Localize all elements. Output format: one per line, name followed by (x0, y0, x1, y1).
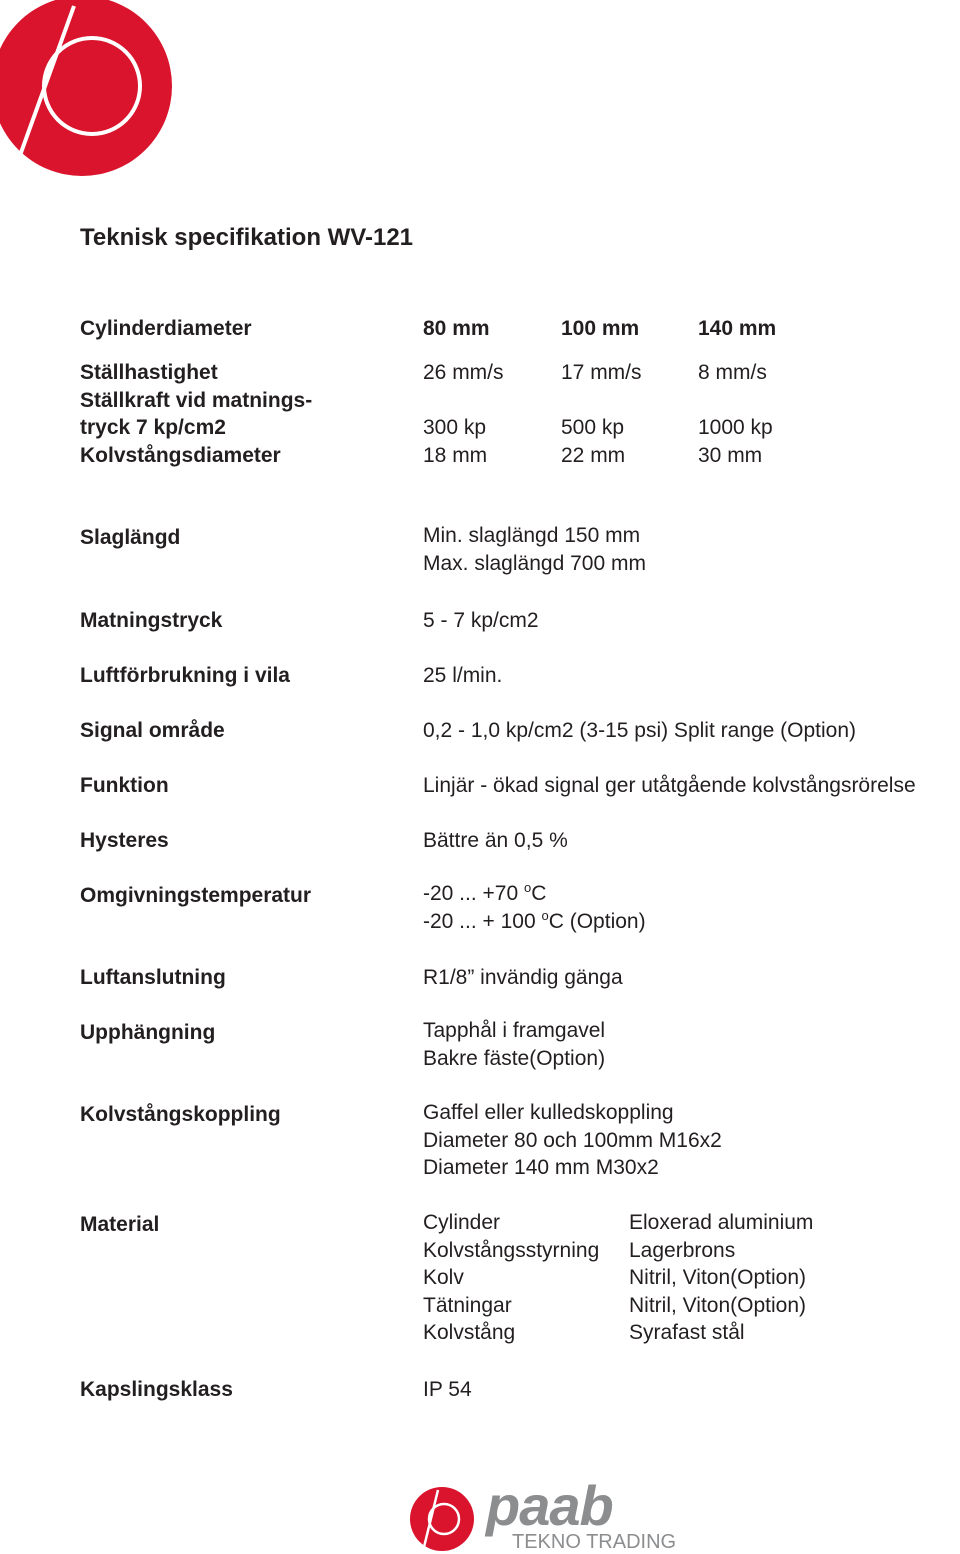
cylinderdiameter-label: Cylinderdiameter (80, 317, 252, 340)
funktion-value: Linjär - ökad signal ger utåtgående kolvstångsrörelse (423, 774, 916, 797)
coupling-line: Diameter 80 och 100mm M16x2 (423, 1128, 722, 1152)
hysteres-value: Bättre än 0,5 % (423, 829, 568, 852)
max-stroke: Max. slaglängd 700 mm (423, 551, 646, 575)
upphangning-label: Upphängning (80, 1021, 216, 1044)
material-values (629, 1209, 813, 1347)
page-title: Teknisk specifikation WV-121 (80, 224, 414, 251)
material-value: Nitril, Viton(Option) (629, 1293, 807, 1317)
temperatur-label: Omgivningstemperatur (80, 884, 312, 907)
material-value: Lagerbrons (629, 1238, 736, 1262)
table-cell: 500 kp (561, 416, 625, 439)
slaglangd-value (423, 522, 646, 577)
table-cell: 18 mm (423, 444, 488, 467)
table-cell: 300 kp (423, 416, 487, 439)
material-part: Kolv (423, 1266, 464, 1289)
matningstryck-label: Matningstryck (80, 609, 223, 632)
column-header: 80 mm (423, 317, 490, 340)
brand-name: paab (486, 1479, 613, 1537)
temperatur-value (423, 880, 646, 935)
material-value: Eloxerad aluminium (629, 1211, 814, 1234)
mounting-line: Tapphål i framgavel (423, 1019, 606, 1042)
kapslingsklass-label: Kapslingsklass (80, 1378, 233, 1401)
coupling-line: Gaffel eller kulledskoppling (423, 1101, 674, 1124)
coupling-line: Diameter 140 mm M30x2 (423, 1156, 659, 1179)
min-stroke: Min. slaglängd 150 mm (423, 524, 641, 547)
signal-label: Signal område (80, 719, 225, 742)
luftanslutning-label: Luftanslutning (80, 966, 226, 989)
material-part: Kolvstångsstyrning (423, 1238, 600, 1262)
temperature-range-option: -20 ... + 100 $^o$C (Option) (423, 907, 646, 933)
table-cell: 30 mm (698, 444, 763, 467)
row-label: Kolvstångsdiameter (80, 444, 281, 467)
matningstryck-value: 5 - 7 kp/cm2 (423, 609, 539, 632)
material-part: Kolvstång (423, 1321, 516, 1344)
table-cell: 22 mm (561, 444, 626, 467)
table-cell: 8 mm/s (698, 361, 767, 384)
table-cell: 1000 kp (698, 416, 773, 439)
mounting-line: Bakre fäste(Option) (423, 1046, 606, 1070)
kolvstangskoppling-value (423, 1099, 722, 1182)
hysteres-label: Hysteres (80, 829, 169, 852)
temperature-range: -20 ... +70 $^o$C (423, 880, 547, 905)
material-parts (423, 1209, 599, 1347)
row-label: Ställkraft vid matnings- (80, 389, 313, 412)
material-value: Nitril, Viton(Option) (629, 1266, 807, 1289)
luftanslutning-value: R1/8” invändig gänga (423, 966, 623, 989)
kapslingsklass-value: IP 54 (423, 1378, 472, 1401)
row-label: tryck 7 kp/cm2 (80, 416, 226, 439)
luftforbrukning-value: 25 l/min. (423, 664, 503, 687)
column-header: 100 mm (561, 317, 640, 340)
table-cell: 26 mm/s (423, 361, 504, 384)
kolvstangskoppling-label: Kolvstångskoppling (80, 1103, 281, 1126)
funktion-label: Funktion (80, 774, 169, 797)
p-mark-icon (410, 1487, 474, 1551)
brand-tagline: TEKNO TRADING (512, 1531, 677, 1551)
column-header: 140 mm (698, 317, 777, 340)
p-mark-icon (0, 0, 172, 178)
material-label: Material (80, 1213, 160, 1236)
signal-value: 0,2 - 1,0 kp/cm2 (3-15 psi) Split range (Option) (423, 719, 857, 742)
paab-logo (404, 1479, 694, 1551)
material-part: Tätningar (423, 1293, 512, 1317)
material-value: Syrafast stål (629, 1321, 745, 1344)
slaglangd-label: Slaglängd (80, 526, 181, 549)
upphangning-value (423, 1017, 605, 1072)
material-part: Cylinder (423, 1211, 501, 1234)
table-cell: 17 mm/s (561, 361, 642, 384)
row-label: Ställhastighet (80, 361, 218, 384)
luftforbrukning-label: Luftförbrukning i vila (80, 664, 290, 687)
